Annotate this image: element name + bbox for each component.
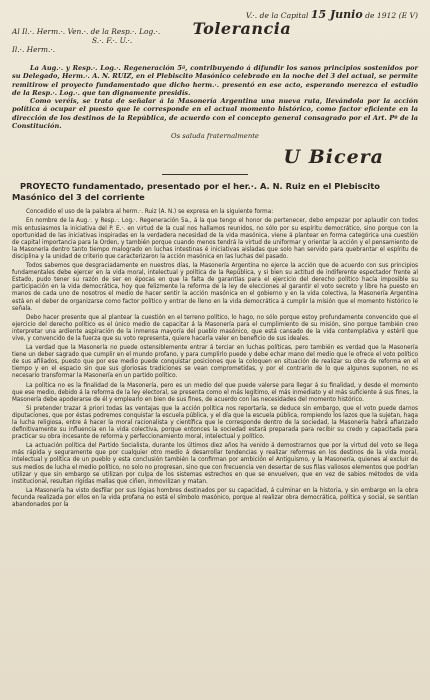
address-block [12,19,418,54]
body-paragraph: Todos sabemos que desgraciadamente en nuestros días, la Masonería Argentina no ejerce la acción que de acuerdo con sus principios fundamentales debe ejercer en la vida moral, intelectual y política de la República, y si bien su actitud de indiferente espectador frente al Estado, pudo tener su razón de ser en épocas en que la falta de garantías para el ejercicio del derecho político hacía imposible su participación en la vida democrática, hoy que felizmente la reforma de la ley de elecciones al garantir el voto secreto y libre ha puesto en manos de cada uno de nosotros el medio de hacer sentir la acción masónica en el gobierno y en la vida colectiva, la Masonería Argentina está en el deber de organizarse como factor político y entrar de lleno en la vida democrática á cumplir la misión que el momento histórico le señala. [12,263,418,312]
address-line-1-text: Al Il.·. Herm.·. Ven.·. de la Resp.·. Log.·. [12,27,161,36]
body-paragraph: La política no es la finalidad de la Masonería, pero es un medio del que puede valerse para llegar á su finalidad, y desde el momento que ese medio, debido á la reforma de la ley electoral, se presenta como el más legítimo, el más inmediato y el más suficiente á sus fines, la Masonería debe apoderarse de él y emplearlo en bien de sus fines, de acuerdo con las necesidades del momento histórico. [12,382,418,403]
divider [162,174,248,175]
body-paragraph: La actuación política del Partido Socialista, durante los últimos diez años ha venido á demostrarnos que por la virtud del voto se llega más rápida y seguramente que por cualquier otro medio á desarrollar tendencias y realizar reformas en los destinos de la vida moral, intelectual y política de un pueblo y esta conclusión también la confirman por ambición el Antiguismo, y la Masonería, quienes al excluir de sus medios de lucha el medio político, no solo no progresan, sino que con frecuencia ven desertar de sus filas valiosos elementos que podrían utilizar y que sin embargo se utilizan por culpa de los sistemas estrechos en que se envuelven, que en vez de sabios métodos de vida institucional, resultan rígidas mallas que ciñen, inmovilizan y matan. [12,443,418,485]
body-paragraph: La verdad que la Masonería no puede ostensiblemente entrar á terciar en luchas políticas, pero también es verdad que la Masonería tiene un deber sagrado que cumplir en el mundo profano, y para cumplirlo puede y debe echar mano del medio que le ofrece el voto político de sus afiliados, puesto que por ese medio puede conquistar posiciones que la coloquen en situación de realizar su obra de reforma en el tiempo y en el espacio sin que sus gloriosas tradiciones se vean comprometidas, y por el contrario de lo que algunos suponen, no es necesario transformar la Masonería en un partido político. [12,345,418,380]
address-line-3: Il.·. Herm.·. [12,45,56,54]
address-line-1 [12,19,418,38]
dateline-prefix: V.·. de la Capital [245,11,309,20]
lodge-name-handwritten: Tolerancia [192,19,292,38]
date-handwritten: 15 Junio [310,8,363,21]
project-heading: PROYECTO fundamentado, presentado por el her.·. A. N. Ruiz en el Plebiscito Masónico del 3 del corriente [12,181,380,203]
body-text [12,209,418,509]
body-paragraph: Si pretender trazar á priori todas las ventajas que la acción política nos reportaría, se deduce sin embargo, que el voto puede darnos diputaciones, que por éstas podremos conquistar la escuela pública, y el día que la escuela pública, rompiendo los lazos que la sujetan, haga la lucha religiosa, entre á hacer la moral racionalista y científica que le corresponde dentro de la sociedad, la Masonería habrá afianzado definitivamente su influencia en la vida colectiva, porque entonces la sociedad estará preparada para recibir su credo y capacitada para practicar su obra incesante de reforma y perfeccionamiento moral, intelectual y político. [12,405,418,441]
intro-letter [12,64,418,130]
greeting: Os saluda fraternalmente [171,132,259,141]
address-line-2: S.·. F.·. U.·. [92,36,133,45]
dateline-suffix: de 1912 (E V) [365,11,418,20]
body-paragraph: Concedido el uso de la palabra al herm.·. Ruiz (A. N.) se expresa en la siguiente forma: [26,209,274,216]
signature: U Bicera [283,146,384,169]
body-paragraph: La Masonería ha visto desfilar por sus lógias hombres destinados por su capacidad, á culminar en la historia, y sin embargo en la obra fecunda realizada por ellos en la vida profana no está el símbolo masónico, porque al realizar obra democrática, política y social, se sentían abandonados por la [12,487,418,509]
intro-paragraph: Como veréis, se trata de señalar á la Masonería Argentina una nueva ruta, llevándola por la acción política á ocupar el puesto que le corresponde en el actual momento histórico, como factor eficiente en la dirección de los destinos de la República, de acuerdo con el concepto general consagrado por el Art. Pº de la Constitución. [12,97,418,131]
intro-paragraph: La Aug.·. y Resp.·. Log.·. Regeneración 5ª, contribuyendo á difundir los sanos principios sostenidos por su Delegado, Herm.·. A. N. RUIZ, en el Plebiscito Masónico celebrado en la noche del 3 del actual, se permite remitirow el proyecto fundamentado que dicho herm.·. presentó en ese acto, esperando merezca el estudio de la Resp.·. Log.·. que tan dignamente presidís. [12,64,418,97]
body-paragraph: En nombre de la Aug.·. y Resp.·. Log.·. Regeneración 5a., á la que tengo el honor de pertenecer, debo empezar por aplaudir con todos mis entusiasmos la iniciativa del P. E.·. en virtud de la cual nos hallamos reunidos, no sólo por su espíritu democrático, sino porque con la oportunidad de las iniciativas inspiradas en la verdadera necesidad de la vida masónica, viene á plantear en forma categórica una cuestión de capital importancia para la Orden, y también porque cuando menos tendrá la virtud de uniformar y orientar la acción y el pensamiento de la Masonería dentro tanto tiempo malogrado en luchas intestinas é iniciativas aisladas que solo han servido para quebrantar el espíritu de disciplina y la unidad de criterio que caracterizaron la acción masónica en las luchas del pasado. [12,218,418,260]
body-paragraph: Debo hacer presente que al plantear la cuestión en el terreno político, lo hago, no sólo porque estoy profundamente convencido que el ejercicio del derecho político es el único medio de capacitar á la Masonería para el cumplimiento de su misión, sino porque también creo interpretar una ardiente aspiración de la inmensa mayoría del pueblo masónico, que está cansado de la vida contemplativa y estéril que vive, y convencido de la fuerza que su voto representa, quiere hacerla valer en beneficio de sus ideales. [12,314,418,342]
